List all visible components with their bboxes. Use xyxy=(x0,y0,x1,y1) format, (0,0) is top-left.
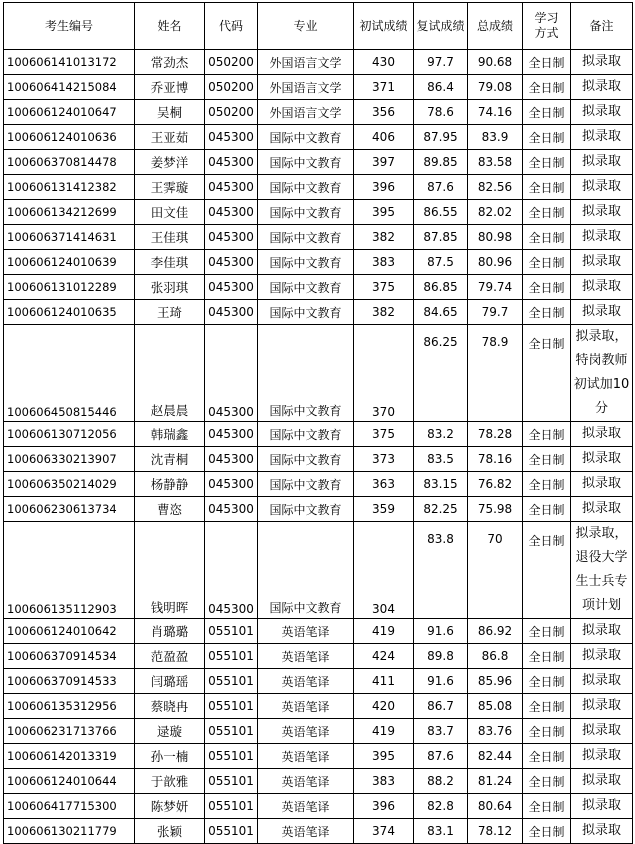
study-mode-cell: 全日制 xyxy=(523,325,571,422)
remark-cell: 拟录取 xyxy=(571,200,633,225)
remark-cell: 拟录取 xyxy=(571,794,633,819)
major-cell: 国际中文教育 xyxy=(258,150,354,175)
initial-score-cell: 396 xyxy=(354,794,414,819)
remark-cell: 拟录取 xyxy=(571,719,633,744)
initial-score-cell: 371 xyxy=(354,75,414,100)
retest-score-cell: 89.85 xyxy=(414,150,468,175)
major-cell: 外国语言文学 xyxy=(258,100,354,125)
remark-cell: 拟录取 xyxy=(571,694,633,719)
retest-score-cell: 97.7 xyxy=(414,50,468,75)
total-score-cell: 86.8 xyxy=(468,644,523,669)
initial-score-cell: 397 xyxy=(354,150,414,175)
candidate-id-cell: 100606370814478 xyxy=(4,150,135,175)
study-mode-cell: 全日制 xyxy=(523,744,571,769)
header-cell: 姓名 xyxy=(135,3,205,50)
name-cell: 于歆雅 xyxy=(135,769,205,794)
retest-score-cell: 83.1 xyxy=(414,819,468,844)
study-mode-cell: 全日制 xyxy=(523,300,571,325)
retest-score-cell: 86.55 xyxy=(414,200,468,225)
header-cell: 初试成绩 xyxy=(354,3,414,50)
retest-score-cell: 83.15 xyxy=(414,472,468,497)
candidate-id-cell: 100606124010644 xyxy=(4,769,135,794)
table-row xyxy=(4,744,633,769)
total-score-cell: 83.9 xyxy=(468,125,523,150)
retest-score-cell: 82.25 xyxy=(414,497,468,522)
initial-score-cell: 375 xyxy=(354,275,414,300)
admission-table xyxy=(3,2,633,844)
code-cell: 045300 xyxy=(205,472,258,497)
total-score-cell: 78.16 xyxy=(468,447,523,472)
major-cell: 国际中文教育 xyxy=(258,125,354,150)
name-cell: 曹恣 xyxy=(135,497,205,522)
table-row xyxy=(4,719,633,744)
total-score-cell: 80.96 xyxy=(468,250,523,275)
table-row xyxy=(4,669,633,694)
retest-score-cell: 91.6 xyxy=(414,669,468,694)
code-cell: 055101 xyxy=(205,694,258,719)
name-cell: 沈青桐 xyxy=(135,447,205,472)
header-cell: 总成绩 xyxy=(468,3,523,50)
table-row xyxy=(4,497,633,522)
table-row xyxy=(4,125,633,150)
candidate-id-cell: 100606124010639 xyxy=(4,250,135,275)
initial-score-cell: 382 xyxy=(354,300,414,325)
total-score-cell: 79.74 xyxy=(468,275,523,300)
header-cell: 备注 xyxy=(571,3,633,50)
study-mode-cell: 全日制 xyxy=(523,225,571,250)
total-score-cell: 74.16 xyxy=(468,100,523,125)
study-mode-cell: 全日制 xyxy=(523,200,571,225)
name-cell: 钱明晖 xyxy=(135,522,205,619)
candidate-id-cell: 100606417715300 xyxy=(4,794,135,819)
code-cell: 045300 xyxy=(205,150,258,175)
study-mode-cell: 全日制 xyxy=(523,422,571,447)
candidate-id-cell: 100606135312956 xyxy=(4,694,135,719)
initial-score-cell: 363 xyxy=(354,472,414,497)
table-row xyxy=(4,275,633,300)
table-row xyxy=(4,175,633,200)
remark-cell: 拟录取 xyxy=(571,100,633,125)
name-cell: 韩瑞鑫 xyxy=(135,422,205,447)
table-row xyxy=(4,644,633,669)
total-score-cell: 85.96 xyxy=(468,669,523,694)
name-cell: 孙一楠 xyxy=(135,744,205,769)
total-score-cell: 75.98 xyxy=(468,497,523,522)
candidate-id-cell: 100606370914533 xyxy=(4,669,135,694)
total-score-cell: 85.08 xyxy=(468,694,523,719)
candidate-id-cell: 100606414215084 xyxy=(4,75,135,100)
header-cell: 代码 xyxy=(205,3,258,50)
initial-score-cell: 375 xyxy=(354,422,414,447)
candidate-id-cell: 100606135112903 xyxy=(4,522,135,619)
code-cell: 045300 xyxy=(205,175,258,200)
table-row xyxy=(4,200,633,225)
remark-cell: 拟录取 xyxy=(571,819,633,844)
major-cell: 国际中文教育 xyxy=(258,200,354,225)
initial-score-cell: 406 xyxy=(354,125,414,150)
code-cell: 050200 xyxy=(205,100,258,125)
retest-score-cell: 82.8 xyxy=(414,794,468,819)
study-mode-cell: 全日制 xyxy=(523,644,571,669)
remark-cell: 拟录取 xyxy=(571,150,633,175)
major-cell: 英语笔译 xyxy=(258,744,354,769)
major-cell: 英语笔译 xyxy=(258,769,354,794)
candidate-id-cell: 100606124010636 xyxy=(4,125,135,150)
name-cell: 逯璇 xyxy=(135,719,205,744)
name-cell: 蔡晓冉 xyxy=(135,694,205,719)
major-cell: 国际中文教育 xyxy=(258,250,354,275)
table-row xyxy=(4,769,633,794)
total-score-cell: 79.08 xyxy=(468,75,523,100)
code-cell: 055101 xyxy=(205,819,258,844)
code-cell: 055101 xyxy=(205,719,258,744)
candidate-id-cell: 100606124010635 xyxy=(4,300,135,325)
initial-score-cell: 424 xyxy=(354,644,414,669)
remark-cell: 拟录取 xyxy=(571,644,633,669)
major-cell: 国际中文教育 xyxy=(258,522,354,619)
remark-cell: 拟录取 xyxy=(571,447,633,472)
major-cell: 英语笔译 xyxy=(258,794,354,819)
total-score-cell: 78.28 xyxy=(468,422,523,447)
code-cell: 055101 xyxy=(205,744,258,769)
study-mode-cell: 全日制 xyxy=(523,250,571,275)
candidate-id-cell: 100606124010647 xyxy=(4,100,135,125)
total-score-cell: 81.24 xyxy=(468,769,523,794)
name-cell: 李佳琪 xyxy=(135,250,205,275)
name-cell: 乔亚博 xyxy=(135,75,205,100)
table-body xyxy=(4,50,633,844)
table-row xyxy=(4,300,633,325)
name-cell: 王亚茹 xyxy=(135,125,205,150)
retest-score-cell: 86.7 xyxy=(414,694,468,719)
remark-cell: 拟录取 xyxy=(571,497,633,522)
study-mode-cell: 全日制 xyxy=(523,522,571,619)
retest-score-cell: 83.2 xyxy=(414,422,468,447)
table-row xyxy=(4,50,633,75)
study-mode-cell: 全日制 xyxy=(523,125,571,150)
study-mode-cell: 全日制 xyxy=(523,275,571,300)
initial-score-cell: 356 xyxy=(354,100,414,125)
retest-score-cell: 87.6 xyxy=(414,744,468,769)
code-cell: 055101 xyxy=(205,619,258,644)
initial-score-cell: 373 xyxy=(354,447,414,472)
remark-cell: 拟录取 xyxy=(571,744,633,769)
study-mode-cell: 全日制 xyxy=(523,75,571,100)
study-mode-cell: 全日制 xyxy=(523,719,571,744)
code-cell: 045300 xyxy=(205,447,258,472)
study-mode-cell: 全日制 xyxy=(523,669,571,694)
code-cell: 045300 xyxy=(205,325,258,422)
major-cell: 国际中文教育 xyxy=(258,300,354,325)
major-cell: 国际中文教育 xyxy=(258,497,354,522)
total-score-cell: 70 xyxy=(468,522,523,619)
name-cell: 王琦 xyxy=(135,300,205,325)
remark-cell: 拟录取 xyxy=(571,175,633,200)
retest-score-cell: 83.8 xyxy=(414,522,468,619)
initial-score-cell: 420 xyxy=(354,694,414,719)
table-row xyxy=(4,522,633,619)
total-score-cell: 82.56 xyxy=(468,175,523,200)
table-row xyxy=(4,794,633,819)
candidate-id-cell: 100606130211779 xyxy=(4,819,135,844)
major-cell: 国际中文教育 xyxy=(258,447,354,472)
table-row xyxy=(4,694,633,719)
initial-score-cell: 419 xyxy=(354,619,414,644)
code-cell: 045300 xyxy=(205,497,258,522)
study-mode-cell: 全日制 xyxy=(523,100,571,125)
major-cell: 外国语言文学 xyxy=(258,75,354,100)
code-cell: 045300 xyxy=(205,250,258,275)
table-row xyxy=(4,250,633,275)
initial-score-cell: 395 xyxy=(354,744,414,769)
total-score-cell: 83.76 xyxy=(468,719,523,744)
initial-score-cell: 370 xyxy=(354,325,414,422)
remark-cell: 拟录取，特岗教师初试加10分 xyxy=(571,325,633,422)
remark-cell: 拟录取 xyxy=(571,275,633,300)
initial-score-cell: 383 xyxy=(354,769,414,794)
major-cell: 国际中文教育 xyxy=(258,422,354,447)
retest-score-cell: 87.85 xyxy=(414,225,468,250)
candidate-id-cell: 100606371414631 xyxy=(4,225,135,250)
table-row xyxy=(4,75,633,100)
retest-score-cell: 87.95 xyxy=(414,125,468,150)
remark-cell: 拟录取 xyxy=(571,669,633,694)
name-cell: 姜梦洋 xyxy=(135,150,205,175)
initial-score-cell: 396 xyxy=(354,175,414,200)
initial-score-cell: 359 xyxy=(354,497,414,522)
major-cell: 英语笔译 xyxy=(258,719,354,744)
table-row xyxy=(4,819,633,844)
header-cell: 学习方式 xyxy=(523,3,571,50)
name-cell: 王佳琪 xyxy=(135,225,205,250)
remark-cell: 拟录取 xyxy=(571,472,633,497)
candidate-id-cell: 100606350214029 xyxy=(4,472,135,497)
total-score-cell: 79.7 xyxy=(468,300,523,325)
code-cell: 045300 xyxy=(205,300,258,325)
code-cell: 045300 xyxy=(205,422,258,447)
major-cell: 国际中文教育 xyxy=(258,225,354,250)
retest-score-cell: 88.2 xyxy=(414,769,468,794)
code-cell: 055101 xyxy=(205,769,258,794)
total-score-cell: 80.64 xyxy=(468,794,523,819)
major-cell: 国际中文教育 xyxy=(258,325,354,422)
name-cell: 肖璐璐 xyxy=(135,619,205,644)
study-mode-cell: 全日制 xyxy=(523,447,571,472)
table-row xyxy=(4,100,633,125)
table-row xyxy=(4,472,633,497)
major-cell: 英语笔译 xyxy=(258,694,354,719)
name-cell: 王霁璇 xyxy=(135,175,205,200)
study-mode-cell: 全日制 xyxy=(523,619,571,644)
candidate-id-cell: 100606131012289 xyxy=(4,275,135,300)
remark-cell: 拟录取 xyxy=(571,225,633,250)
initial-score-cell: 383 xyxy=(354,250,414,275)
initial-score-cell: 304 xyxy=(354,522,414,619)
candidate-id-cell: 100606142013319 xyxy=(4,744,135,769)
remark-cell: 拟录取 xyxy=(571,300,633,325)
remark-cell: 拟录取，退役大学生士兵专项计划 xyxy=(571,522,633,619)
initial-score-cell: 374 xyxy=(354,819,414,844)
initial-score-cell: 411 xyxy=(354,669,414,694)
remark-cell: 拟录取 xyxy=(571,50,633,75)
name-cell: 张颖 xyxy=(135,819,205,844)
candidate-id-cell: 100606124010642 xyxy=(4,619,135,644)
total-score-cell: 86.92 xyxy=(468,619,523,644)
initial-score-cell: 430 xyxy=(354,50,414,75)
initial-score-cell: 419 xyxy=(354,719,414,744)
table-row xyxy=(4,447,633,472)
total-score-cell: 90.68 xyxy=(468,50,523,75)
major-cell: 外国语言文学 xyxy=(258,50,354,75)
name-cell: 张羽琪 xyxy=(135,275,205,300)
study-mode-cell: 全日制 xyxy=(523,794,571,819)
candidate-id-cell: 100606230613734 xyxy=(4,497,135,522)
retest-score-cell: 87.5 xyxy=(414,250,468,275)
total-score-cell: 78.9 xyxy=(468,325,523,422)
total-score-cell: 83.58 xyxy=(468,150,523,175)
study-mode-cell: 全日制 xyxy=(523,472,571,497)
study-mode-cell: 全日制 xyxy=(523,175,571,200)
retest-score-cell: 89.8 xyxy=(414,644,468,669)
initial-score-cell: 382 xyxy=(354,225,414,250)
initial-score-cell: 395 xyxy=(354,200,414,225)
remark-cell: 拟录取 xyxy=(571,422,633,447)
table-row xyxy=(4,225,633,250)
major-cell: 英语笔译 xyxy=(258,819,354,844)
remark-cell: 拟录取 xyxy=(571,75,633,100)
name-cell: 闫璐瑶 xyxy=(135,669,205,694)
header-row xyxy=(4,3,633,50)
retest-score-cell: 87.6 xyxy=(414,175,468,200)
retest-score-cell: 78.6 xyxy=(414,100,468,125)
retest-score-cell: 86.4 xyxy=(414,75,468,100)
name-cell: 陈梦妍 xyxy=(135,794,205,819)
code-cell: 045300 xyxy=(205,522,258,619)
header-cell: 专业 xyxy=(258,3,354,50)
retest-score-cell: 86.85 xyxy=(414,275,468,300)
remark-cell: 拟录取 xyxy=(571,619,633,644)
candidate-id-cell: 100606231713766 xyxy=(4,719,135,744)
study-mode-cell: 全日制 xyxy=(523,694,571,719)
header-cell: 复试成绩 xyxy=(414,3,468,50)
major-cell: 国际中文教育 xyxy=(258,175,354,200)
major-cell: 英语笔译 xyxy=(258,619,354,644)
candidate-id-cell: 100606330213907 xyxy=(4,447,135,472)
remark-cell: 拟录取 xyxy=(571,125,633,150)
major-cell: 国际中文教育 xyxy=(258,472,354,497)
candidate-id-cell: 100606141013172 xyxy=(4,50,135,75)
table-row xyxy=(4,619,633,644)
major-cell: 英语笔译 xyxy=(258,669,354,694)
candidate-id-cell: 100606131412382 xyxy=(4,175,135,200)
candidate-id-cell: 100606450815446 xyxy=(4,325,135,422)
candidate-id-cell: 100606134212699 xyxy=(4,200,135,225)
code-cell: 045300 xyxy=(205,275,258,300)
code-cell: 045300 xyxy=(205,200,258,225)
remark-cell: 拟录取 xyxy=(571,769,633,794)
study-mode-cell: 全日制 xyxy=(523,769,571,794)
study-mode-cell: 全日制 xyxy=(523,497,571,522)
code-cell: 055101 xyxy=(205,644,258,669)
code-cell: 045300 xyxy=(205,125,258,150)
study-mode-cell: 全日制 xyxy=(523,150,571,175)
total-score-cell: 82.02 xyxy=(468,200,523,225)
code-cell: 055101 xyxy=(205,669,258,694)
total-score-cell: 76.82 xyxy=(468,472,523,497)
header-cell: 考生编号 xyxy=(4,3,135,50)
code-cell: 050200 xyxy=(205,50,258,75)
total-score-cell: 80.98 xyxy=(468,225,523,250)
name-cell: 吴桐 xyxy=(135,100,205,125)
name-cell: 杨静静 xyxy=(135,472,205,497)
retest-score-cell: 84.65 xyxy=(414,300,468,325)
candidate-id-cell: 100606130712056 xyxy=(4,422,135,447)
retest-score-cell: 83.5 xyxy=(414,447,468,472)
table-row xyxy=(4,422,633,447)
candidate-id-cell: 100606370914534 xyxy=(4,644,135,669)
name-cell: 范盈盈 xyxy=(135,644,205,669)
retest-score-cell: 86.25 xyxy=(414,325,468,422)
major-cell: 英语笔译 xyxy=(258,644,354,669)
study-mode-cell: 全日制 xyxy=(523,819,571,844)
retest-score-cell: 91.6 xyxy=(414,619,468,644)
name-cell: 赵晨晨 xyxy=(135,325,205,422)
name-cell: 田文佳 xyxy=(135,200,205,225)
total-score-cell: 82.44 xyxy=(468,744,523,769)
total-score-cell: 78.12 xyxy=(468,819,523,844)
code-cell: 045300 xyxy=(205,225,258,250)
name-cell: 常劲杰 xyxy=(135,50,205,75)
major-cell: 国际中文教育 xyxy=(258,275,354,300)
retest-score-cell: 83.7 xyxy=(414,719,468,744)
remark-cell: 拟录取 xyxy=(571,250,633,275)
table-row xyxy=(4,325,633,422)
code-cell: 050200 xyxy=(205,75,258,100)
table-row xyxy=(4,150,633,175)
code-cell: 055101 xyxy=(205,794,258,819)
study-mode-cell: 全日制 xyxy=(523,50,571,75)
